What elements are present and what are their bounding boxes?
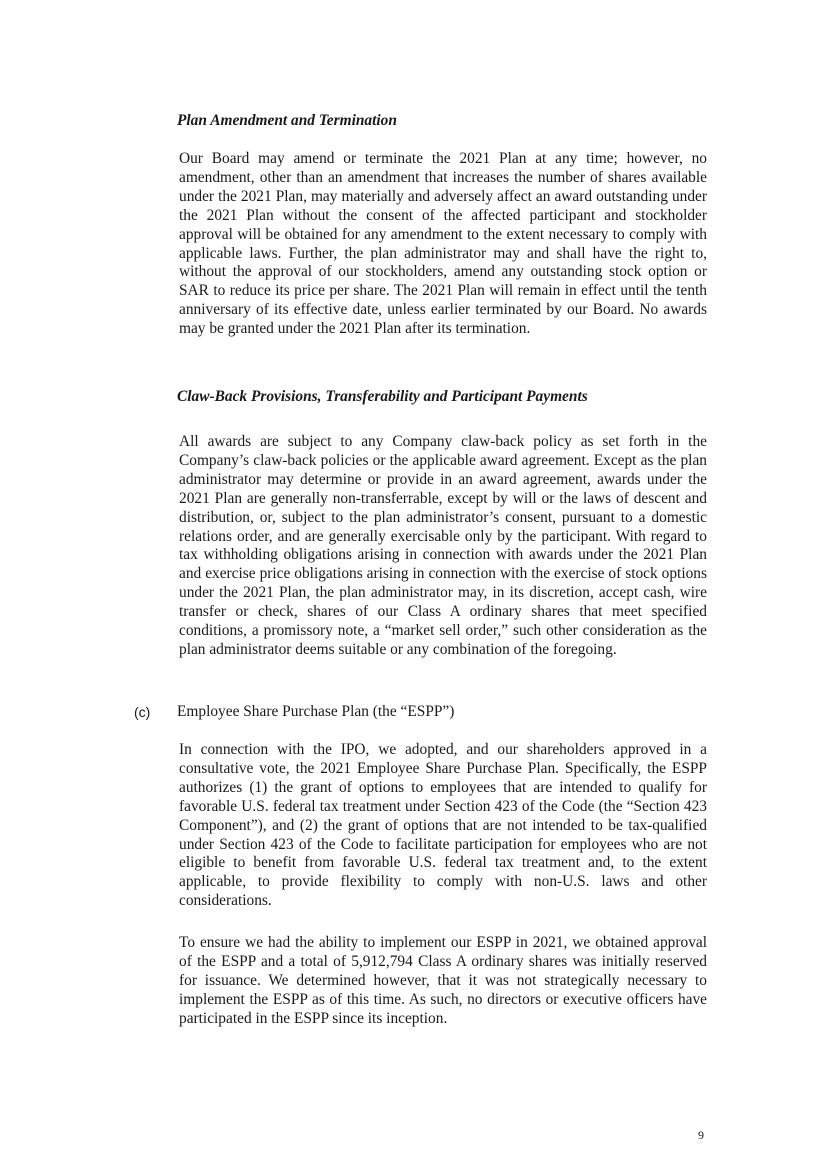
section-label: (c) [134,704,151,720]
page-number: 9 [698,1128,704,1142]
paragraph-espp-implementation: To ensure we had the ability to implement our ESPP in 2021, we obtained approval of the ESPP and a total of 5,912,794 Class A ordinary shares was initially reserved for issuance. We determined however, that it was not strategically necessary to implement the ESPP as of this time. As such, no directors or executive officers have participated in the ESPP since its inception. [179,934,707,1027]
paragraph-espp-adoption: In connection with the IPO, we adopted, and our shareholders approved in a consultative vote, the 2021 Employee Share Purchase Plan. Specifically, the ESPP authorizes (1) the grant of options to employees that are intended to qualify for favorable U.S. federal tax treatment under Section 423 of the Code (the “Section 423 Component”), and (2) the grant of options that are not intended to be tax-qualified under Section 423 of the Code to facilitate participation for employees who are not eligible to benefit from favorable U.S. federal tax treatment and, to the extent applicable, to provide flexibility to comply with non-U.S. laws and other considerations. [179,741,707,910]
heading-claw-back: Claw-Back Provisions, Transferability and Participant Payments [177,388,588,405]
section-heading-espp [134,702,734,722]
heading-plan-amendment: Plan Amendment and Termination [177,112,397,129]
section-title-espp: Employee Share Purchase Plan (the “ESPP”) [177,703,455,720]
paragraph-claw-back: All awards are subject to any Company claw-back policy as set forth in the Company’s claw-back policies or the applicable award agreement. Except as the plan administrator may determine or provide in an award agreement, awards under the 2021 Plan are generally non-transferrable, except by will or the laws of descent and distribution, or, subject to the plan administrator’s consent, pursuant to a domestic relations order, and are generally exercisable only by the participant. With regard to tax withholding obligations arising in connection with awards under the 2021 Plan and exercise price obligations arising in connection with the exercise of stock options under the 2021 Plan, the plan administrator may, in its discretion, accept cash, wire transfer or check, shares of our Class A ordinary shares that meet specified conditions, a promissory note, a “market sell order,” such other consideration as the plan administrator deems suitable or any combination of the foregoing. [179,433,707,658]
paragraph-plan-amendment: Our Board may amend or terminate the 2021 Plan at any time; however, no amendment, other than an amendment that increases the number of shares available under the 2021 Plan, may materially and adversely affect an award outstanding under the 2021 Plan without the consent of the affected participant and stockholder approval will be obtained for any amendment to the extent necessary to comply with applicable laws. Further, the plan administrator may and shall have the right to, without the approval of our stockholders, amend any outstanding stock option or SAR to reduce its price per share. The 2021 Plan will remain in effect until the tenth anniversary of its effective date, unless earlier terminated by our Board. No awards may be granted under the 2021 Plan after its termination. [179,150,707,338]
